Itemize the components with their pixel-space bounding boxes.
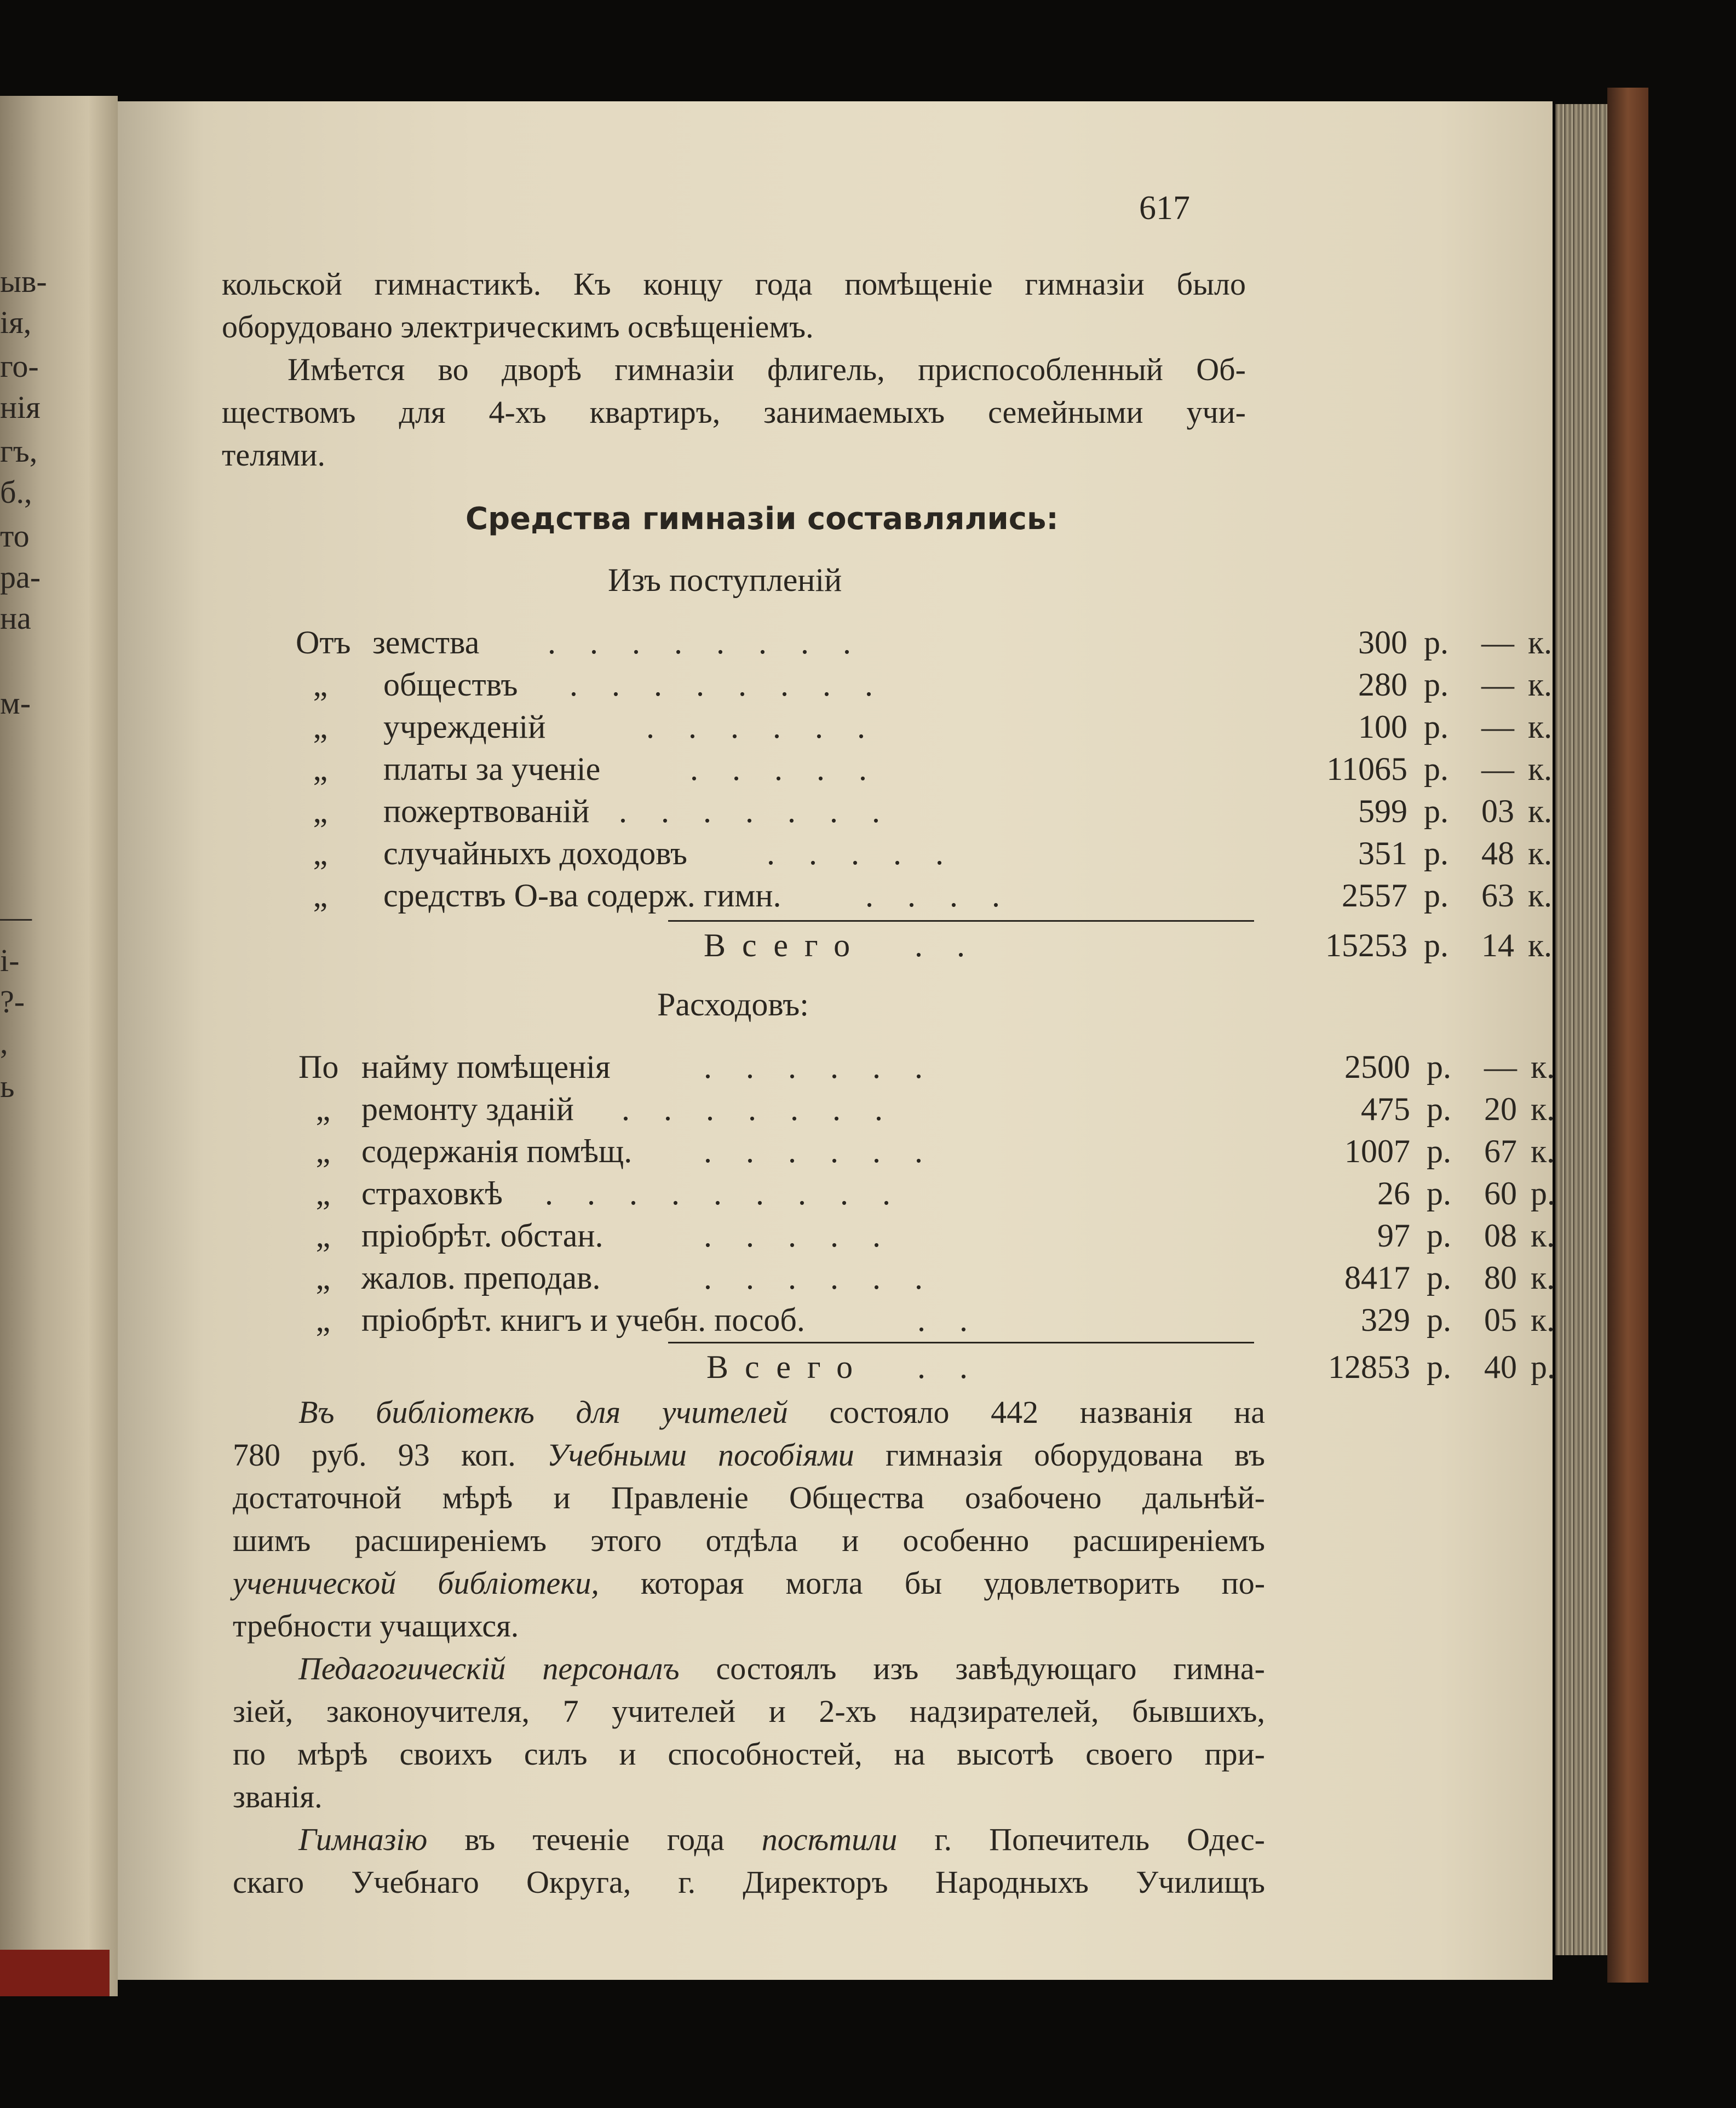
row-kop: 63 [1481, 877, 1514, 914]
book-cover-edge [1607, 88, 1648, 1983]
ditto-mark: „ [313, 709, 328, 745]
row-unit: к. [1531, 1217, 1555, 1254]
row-label: ремонту зданій [361, 1091, 574, 1127]
text-span: г. Попечитель Одес- [934, 1822, 1265, 1857]
row-rub: р. [1424, 835, 1448, 871]
row-label: земства [372, 624, 480, 660]
expense-row [298, 1046, 1558, 1088]
row-rub: р. [1424, 877, 1448, 914]
leader-dots: ........ [548, 624, 885, 660]
income-total-row [296, 924, 1555, 966]
text-line [233, 1434, 1265, 1477]
staff-paragraph [233, 1647, 1265, 1818]
row-rub: р. [1424, 667, 1448, 703]
row-rub: р. [1427, 1133, 1451, 1169]
text-line: скаго Учебнаго Округа, г. Директоръ Народныхъ Училищъ [233, 1864, 1265, 1900]
row-unit: к. [1528, 624, 1553, 660]
income-row [296, 748, 1555, 790]
ditto-mark: „ [313, 835, 328, 871]
text-line: званія. [233, 1779, 323, 1814]
row-amount: 11065 [1326, 751, 1407, 787]
leader-dots: .. [915, 927, 999, 963]
leader-dots: ..... [704, 1217, 915, 1254]
row-amount: 1007 [1344, 1133, 1410, 1169]
expense-row [298, 1130, 1558, 1172]
text-span: гимназія оборудована въ [885, 1437, 1265, 1473]
text-span: состоялъ изъ завѣдующаго гимна- [716, 1651, 1265, 1686]
row-rub: р. [1427, 1302, 1451, 1338]
total-unit: к. [1528, 927, 1553, 963]
text-line [233, 1562, 1265, 1605]
leader-dots: ....... [622, 1091, 917, 1127]
row-kop: 20 [1484, 1091, 1517, 1127]
row-amount: 97 [1377, 1217, 1410, 1254]
leader-dots: .. [917, 1349, 1002, 1385]
row-label: обществъ [383, 667, 518, 703]
row-kop: — [1481, 709, 1514, 745]
ditto-mark: „ [315, 1260, 331, 1296]
text-line [233, 1391, 1265, 1434]
row-amount: 280 [1358, 667, 1407, 703]
row-unit: р. [1531, 1175, 1555, 1211]
row-rub: р. [1424, 751, 1448, 787]
leader-dots: ....... [619, 793, 914, 829]
row-label: пожертвованій [383, 793, 590, 829]
total-unit: р. [1531, 1349, 1555, 1385]
left-page-fragment: м- [0, 685, 31, 721]
text-line: телями. [222, 437, 325, 473]
leader-dots: ..... [767, 835, 978, 871]
expenses-total-row [298, 1346, 1558, 1388]
leader-dots: ..... [690, 751, 901, 787]
row-label: содержанія помѣщ. [361, 1133, 633, 1169]
text-line: требности учащихся. [233, 1608, 519, 1644]
italic-phrase: Въ библіотекѣ для учителей [298, 1394, 788, 1430]
section-heading: Средства гимназіи составлялись: [465, 501, 1059, 537]
row-kop: 48 [1481, 835, 1514, 871]
left-page-fragment: і- [0, 943, 20, 978]
row-kop: 67 [1484, 1133, 1517, 1169]
row-rub: р. [1424, 709, 1448, 745]
row-amount: 2500 [1344, 1049, 1410, 1085]
italic-phrase: ученической библіотеки, [233, 1565, 599, 1601]
expense-row [298, 1173, 1558, 1214]
ditto-mark: „ [313, 877, 328, 914]
row-label: пріобрѣт. обстан. [361, 1217, 603, 1254]
row-unit: к. [1531, 1302, 1555, 1338]
left-page-fragment: ыв- [0, 263, 47, 299]
text-span: 780 руб. 93 коп. [233, 1437, 516, 1473]
row-kop: 08 [1484, 1217, 1517, 1254]
row-prefix: Отъ [296, 624, 351, 660]
ditto-mark: „ [313, 667, 328, 703]
row-rub: р. [1424, 793, 1448, 829]
left-page-fragment: то [0, 518, 30, 554]
row-label: учрежденій [383, 709, 546, 745]
row-unit: к. [1528, 835, 1553, 871]
text-line: шимъ расширеніемъ этого отдѣла и особенно расширеніемъ [233, 1523, 1265, 1558]
row-unit: к. [1531, 1049, 1555, 1085]
left-page-fragment: на [0, 600, 31, 636]
row-label: средствъ О-ва содерж. гимн. [383, 877, 781, 914]
income-row [296, 706, 1555, 748]
expense-row [298, 1299, 1558, 1341]
intro-paragraph [222, 263, 1246, 476]
row-label: платы за ученіе [383, 751, 601, 787]
left-page-fragment: нія [0, 389, 41, 425]
visit-paragraph [233, 1818, 1265, 1904]
row-amount: 351 [1358, 835, 1407, 871]
row-unit: к. [1528, 877, 1553, 914]
row-amount: 329 [1361, 1302, 1410, 1338]
row-rub: р. [1427, 1175, 1451, 1211]
ditto-mark: „ [315, 1091, 331, 1127]
total-rub: р. [1427, 1349, 1451, 1385]
leader-dots: .... [865, 877, 1034, 914]
row-unit: к. [1531, 1091, 1555, 1127]
row-rub: р. [1427, 1091, 1451, 1127]
row-unit: к. [1528, 751, 1553, 787]
row-rub: р. [1427, 1260, 1451, 1296]
text-line: кольской гимнастикѣ. Къ концу года помѣщеніе гимназіи было [222, 266, 1246, 302]
text-span: состояло 442 названія на [829, 1394, 1265, 1430]
text-line: достаточной мѣрѣ и Правленіе Общества озабочено дальнѣй- [233, 1480, 1265, 1515]
left-page-fragment: ь [0, 1069, 15, 1104]
row-unit: к. [1528, 667, 1553, 703]
row-kop: 80 [1484, 1260, 1517, 1296]
leader-dots: .. [917, 1302, 1002, 1338]
row-amount: 599 [1358, 793, 1407, 829]
row-amount: 475 [1361, 1091, 1410, 1127]
income-row [296, 664, 1555, 705]
leader-dots: ........ [570, 667, 907, 703]
row-amount: 2557 [1342, 877, 1407, 914]
italic-phrase: Учебными пособіями [547, 1437, 854, 1473]
text-line [233, 1818, 1265, 1861]
row-unit: к. [1528, 793, 1553, 829]
italic-phrase: посѣтили [761, 1822, 898, 1857]
income-title: Изъ поступленій [608, 562, 842, 598]
leader-dots: ...... [704, 1260, 957, 1296]
total-kop: 14 [1481, 927, 1514, 963]
ditto-mark: „ [315, 1302, 331, 1338]
leader-dots: ...... [704, 1133, 957, 1169]
ditto-mark: „ [315, 1175, 331, 1211]
income-total-rule [668, 920, 1254, 922]
text-line: ществомъ для 4-хъ квартиръ, занимаемыхъ семейными учи- [222, 394, 1246, 430]
row-rub: р. [1427, 1049, 1451, 1085]
leader-dots: ......... [545, 1175, 924, 1211]
library-paragraph [233, 1391, 1265, 1647]
left-page-fragment: ія, [0, 305, 32, 340]
expenses-title: Расходовъ: [657, 986, 809, 1023]
row-unit: к. [1531, 1260, 1555, 1296]
ditto-mark: „ [313, 751, 328, 787]
row-label: найму помѣщенія [361, 1049, 611, 1085]
total-amount: 12853 [1328, 1349, 1410, 1385]
row-amount: 8417 [1344, 1260, 1410, 1296]
row-rub: р. [1427, 1217, 1451, 1254]
row-kop: 03 [1481, 793, 1514, 829]
total-label: Всего [704, 927, 867, 963]
ditto-mark: „ [313, 793, 328, 829]
ditto-mark: „ [315, 1217, 331, 1254]
row-label: случайныхъ доходовъ [383, 835, 688, 871]
text-span: въ теченіе года [464, 1822, 725, 1857]
row-amount: 100 [1358, 709, 1407, 745]
left-page-fragment: — [0, 899, 32, 934]
income-row [296, 622, 1555, 663]
left-page-fragment: гъ, [0, 433, 38, 469]
left-page-fragment: ?- [0, 984, 25, 1019]
row-label: пріобрѣт. книгъ и учебн. пособ. [361, 1302, 805, 1338]
left-page-fragment: , [0, 1025, 8, 1060]
text-line: по мѣрѣ своихъ силъ и способностей, на высотѣ своего при- [233, 1736, 1265, 1772]
text-line [233, 1647, 1265, 1690]
text-line: Имѣется во дворѣ гимназіи флигель, приспособленный Об- [288, 352, 1246, 387]
expense-row [298, 1088, 1558, 1130]
row-amount: 26 [1377, 1175, 1410, 1211]
left-page-red-edge [0, 1950, 110, 1996]
income-row [296, 875, 1555, 916]
text-line: зіей, законоучителя, 7 учителей и 2-хъ надзирателей, бывшихъ, [233, 1693, 1265, 1729]
total-rub: р. [1424, 927, 1448, 963]
italic-phrase: Гимназію [298, 1822, 428, 1857]
italic-phrase: Педагогическій персоналъ [298, 1651, 680, 1686]
income-row [296, 790, 1555, 832]
expense-row [298, 1257, 1558, 1299]
expenses-total-rule [668, 1342, 1254, 1343]
row-kop: 60 [1484, 1175, 1517, 1211]
expense-row [298, 1215, 1558, 1256]
row-label: страховкѣ [361, 1175, 503, 1211]
row-unit: к. [1528, 709, 1553, 745]
text-span: которая могла бы удовлетворить по- [640, 1565, 1266, 1601]
leader-dots: ...... [704, 1049, 957, 1085]
total-label: Всего [706, 1349, 870, 1385]
total-kop: 40 [1484, 1349, 1517, 1385]
row-kop: — [1481, 667, 1514, 703]
row-unit: к. [1531, 1133, 1555, 1169]
row-kop: — [1484, 1049, 1517, 1085]
left-page-fragment: го- [0, 348, 39, 384]
row-kop: 05 [1484, 1302, 1517, 1338]
page-number: 617 [1139, 189, 1190, 227]
income-row [296, 832, 1555, 874]
row-amount: 300 [1358, 624, 1407, 660]
total-amount: 15253 [1325, 927, 1407, 963]
row-kop: — [1481, 751, 1514, 787]
text-line: оборудовано электрическимъ освѣщеніемъ. [222, 309, 814, 344]
ditto-mark: „ [315, 1133, 331, 1169]
row-kop: — [1481, 624, 1514, 660]
row-rub: р. [1424, 624, 1448, 660]
leader-dots: ...... [646, 709, 899, 745]
left-page-fragment: ра- [0, 559, 41, 595]
row-label: жалов. преподав. [361, 1260, 601, 1296]
row-prefix: По [298, 1049, 339, 1085]
left-page-fragment: б., [0, 474, 32, 510]
page-stack-edge [1555, 104, 1607, 1955]
